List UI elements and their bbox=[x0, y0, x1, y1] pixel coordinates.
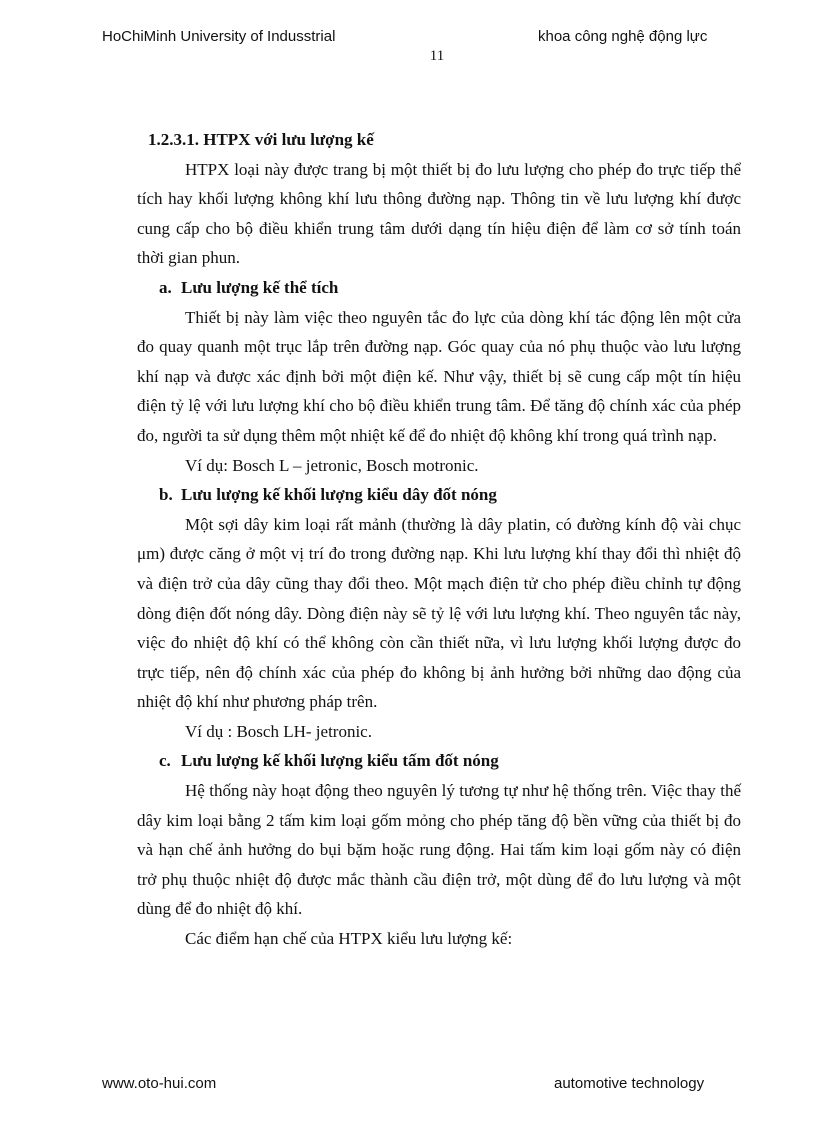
page-number: 11 bbox=[429, 48, 445, 64]
header-university: HoChiMinh University of Indusstrial bbox=[102, 28, 336, 45]
subsection-heading-c bbox=[159, 746, 741, 776]
subsection-title: Lưu lượng kế thể tích bbox=[181, 277, 339, 297]
subsection-b-example: Ví dụ : Bosch LH- jetronic. bbox=[185, 721, 372, 741]
subsection-title: Lưu lượng kế khối lượng kiểu tấm đốt nóng bbox=[181, 751, 499, 771]
subsection-a-example: Ví dụ: Bosch L – jetronic, Bosch motronic. bbox=[185, 455, 479, 475]
subsection-b-paragraph: Một sợi dây kim loại rất mảnh (thường là dây platin, có đường kính độ vài chục μm) được căng ở một vị trí đo trong đường nạp. Khi lưu lượng khí thay đổi thì nhiệt độ và điện trở của dây cũng thay đổi theo. Một mạch điện tử cho phép điều chỉnh tự động dòng điện đốt nóng dây. Dòng điện này sẽ tỷ lệ với lưu lượng khí. Theo nguyên tắc này, việc đo nhiệt độ khí có thể không còn cần thiết nữa, vì lưu lượng khối lượng được đo trực tiếp, nên độ chính xác của phép đo không bị ảnh hưởng bởi những dao động của nhiệt độ khí như phương pháp trên. bbox=[137, 514, 741, 712]
section-title: 1.2.3.1. HTPX với lưu lượng kế bbox=[148, 130, 374, 149]
intro-paragraph: HTPX loại này được trang bị một thiết bị đo lưu lượng cho phép đo trực tiếp thể tích hay khối lượng không khí lưu thông đường nạp. Thông tin về lưu lượng khí được cung cấp cho bộ điều khiển trung tâm dưới dạng tín hiệu điện để làm cơ sở tính toán thời gian phun. bbox=[137, 159, 741, 268]
subsection-title: Lưu lượng kế khối lượng kiểu dây đốt nóng bbox=[181, 485, 497, 505]
subsection-letter: b. bbox=[159, 485, 173, 505]
subsection-heading-a bbox=[159, 273, 741, 303]
subsection-letter: a. bbox=[159, 277, 172, 297]
limitations-lead-in: Các điểm hạn chế của HTPX kiểu lưu lượng kế: bbox=[185, 929, 513, 949]
footer-website: www.oto-hui.com bbox=[102, 1075, 217, 1092]
subsection-letter: c. bbox=[159, 751, 171, 771]
footer-tagline: automotive technology bbox=[554, 1075, 705, 1092]
subsection-heading-b bbox=[159, 480, 741, 510]
subsection-a-paragraph: Thiết bị này làm việc theo nguyên tắc đo lực của dòng khí tác động lên một cửa đo quay quanh một trục lắp trên đường nạp. Góc quay của nó phụ thuộc vào lưu lượng khí nạp và được xác định bởi một điện kế. Như vậy, thiết bị sẽ cung cấp một tín hiệu điện tỷ lệ với lưu lượng khí cho bộ điều khiển trung tâm. Để tăng độ chính xác của phép đo, người ta sử dụng thêm một nhiệt kế để đo nhiệt độ không khí trong quá trình nạp. bbox=[137, 307, 741, 445]
header-faculty: khoa công nghệ động lực bbox=[538, 28, 708, 45]
subsection-c-paragraph: Hệ thống này hoạt động theo nguyên lý tương tự như hệ thống trên. Việc thay thế dây kim loại bằng 2 tấm kim loại gốm mỏng cho phép tăng độ bền vững của thiết bị đo và hạn chế ảnh hưởng do bụi bặm hoặc rung động. Hai tấm kim loại gốm này có điện trở phụ thuộc nhiệt độ được mắc thành cầu điện trở, một dùng để đo lưu lượng và một dùng để đo nhiệt độ khí. bbox=[137, 781, 741, 919]
document-body bbox=[137, 125, 741, 954]
